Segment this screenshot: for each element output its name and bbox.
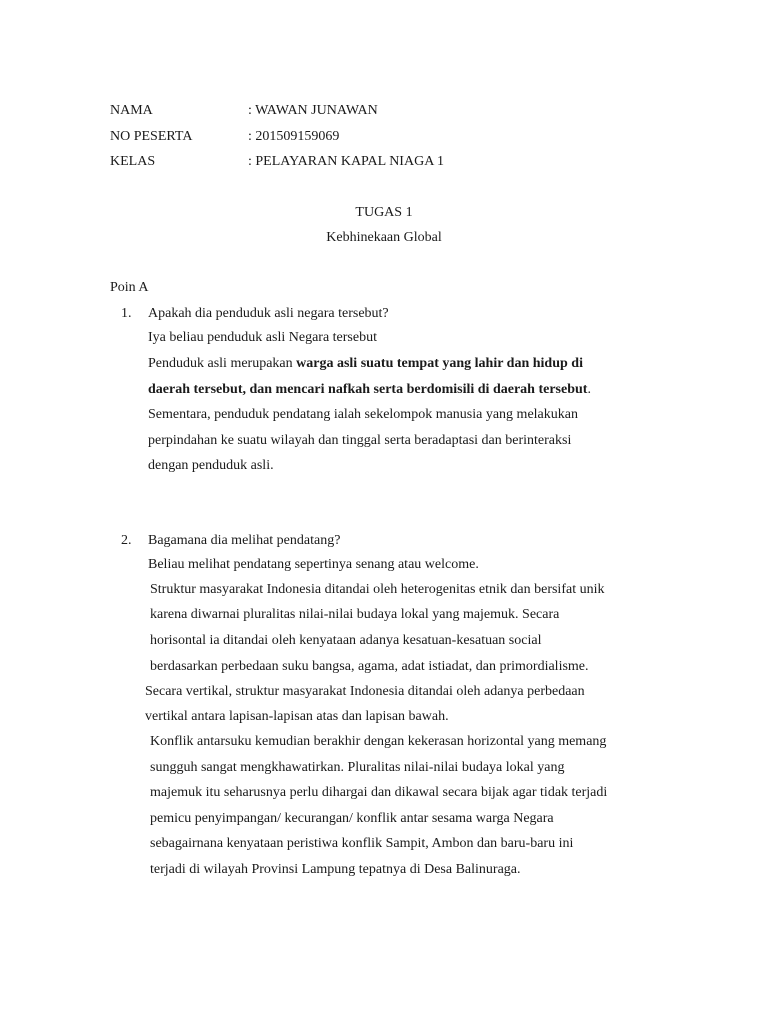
q1-line: perpindahan ke suatu wilayah dan tinggal serta beradaptasi dan berinteraksi (148, 433, 572, 448)
value-no-peserta: : 201509159069 (248, 129, 340, 144)
label-no-peserta: NO PESERTA (110, 129, 193, 144)
q1-para-end: . (587, 382, 591, 397)
q1-para-lead: Penduduk asli merupakan (148, 356, 297, 371)
q2-number: 2. (121, 533, 132, 548)
q1-para-bold-2: daerah tersebut, dan mencari nafkah serta berdomisili di daerah tersebut (148, 382, 588, 397)
q1-number: 1. (121, 306, 132, 321)
q2-line: terjadi di wilayah Provinsi Lampung tepatnya di Desa Balinuraga. (150, 862, 521, 877)
q1-question: Apakah dia penduduk asli negara tersebut? (148, 306, 389, 321)
value-kelas: : PELAYARAN KAPAL NIAGA 1 (248, 154, 445, 169)
q2-line: horisontal ia ditandai oleh kenyataan adanya kesatuan-kesatuan social (150, 633, 542, 648)
section-heading: Poin A (110, 280, 149, 295)
q1-para-bold-1: warga asli suatu tempat yang lahir dan hidup di (296, 356, 583, 371)
q2-line: Beliau melihat pendatang sepertinya senang atau welcome. (148, 557, 479, 572)
q2-line: karena diwarnai pluralitas nilai-nilai budaya lokal yang majemuk. Secara (150, 607, 560, 622)
q2-line: sungguh sangat mengkhawatirkan. Pluralitas nilai-nilai budaya lokal yang (150, 760, 565, 775)
page-title: TUGAS 1 (355, 205, 413, 220)
label-kelas: KELAS (110, 154, 156, 169)
value-nama: : WAWAN JUNAWAN (248, 103, 378, 118)
q2-line: Konflik antarsuku kemudian berakhir dengan kekerasan horizontal yang memang (150, 734, 607, 749)
q2-line: sebagairnana kenyataan peristiwa konflik Sampit, Ambon dan baru-baru ini (150, 836, 574, 851)
q2-line: pemicu penyimpangan/ kecurangan/ konflik antar sesama warga Negara (150, 811, 554, 826)
q2-line: Secara vertikal, struktur masyarakat Indonesia ditandai oleh adanya perbedaan (145, 684, 585, 699)
q2-line: Struktur masyarakat Indonesia ditandai oleh heterogenitas etnik dan bersifat unik (150, 582, 605, 597)
q1-paragraph-line-1 (148, 355, 583, 373)
q2-line: vertikal antara lapisan-lapisan atas dan lapisan bawah. (145, 709, 449, 724)
page-subtitle: Kebhinekaan Global (326, 230, 442, 245)
q1-line: dengan penduduk asli. (148, 458, 274, 473)
q1-answer: Iya beliau penduduk asli Negara tersebut (148, 330, 377, 345)
label-nama: NAMA (110, 103, 153, 118)
q2-line: majemuk itu seharusnya perlu dihargai dan dikawal secara bijak agar tidak terjadi (150, 785, 608, 800)
q2-question: Bagamana dia melihat pendatang? (148, 533, 341, 548)
q1-line: Sementara, penduduk pendatang ialah sekelompok manusia yang melakukan (148, 407, 578, 422)
q2-line: berdasarkan perbedaan suku bangsa, agama, adat istiadat, dan primordialisme. (150, 659, 589, 674)
q1-paragraph-line-2 (148, 381, 591, 399)
